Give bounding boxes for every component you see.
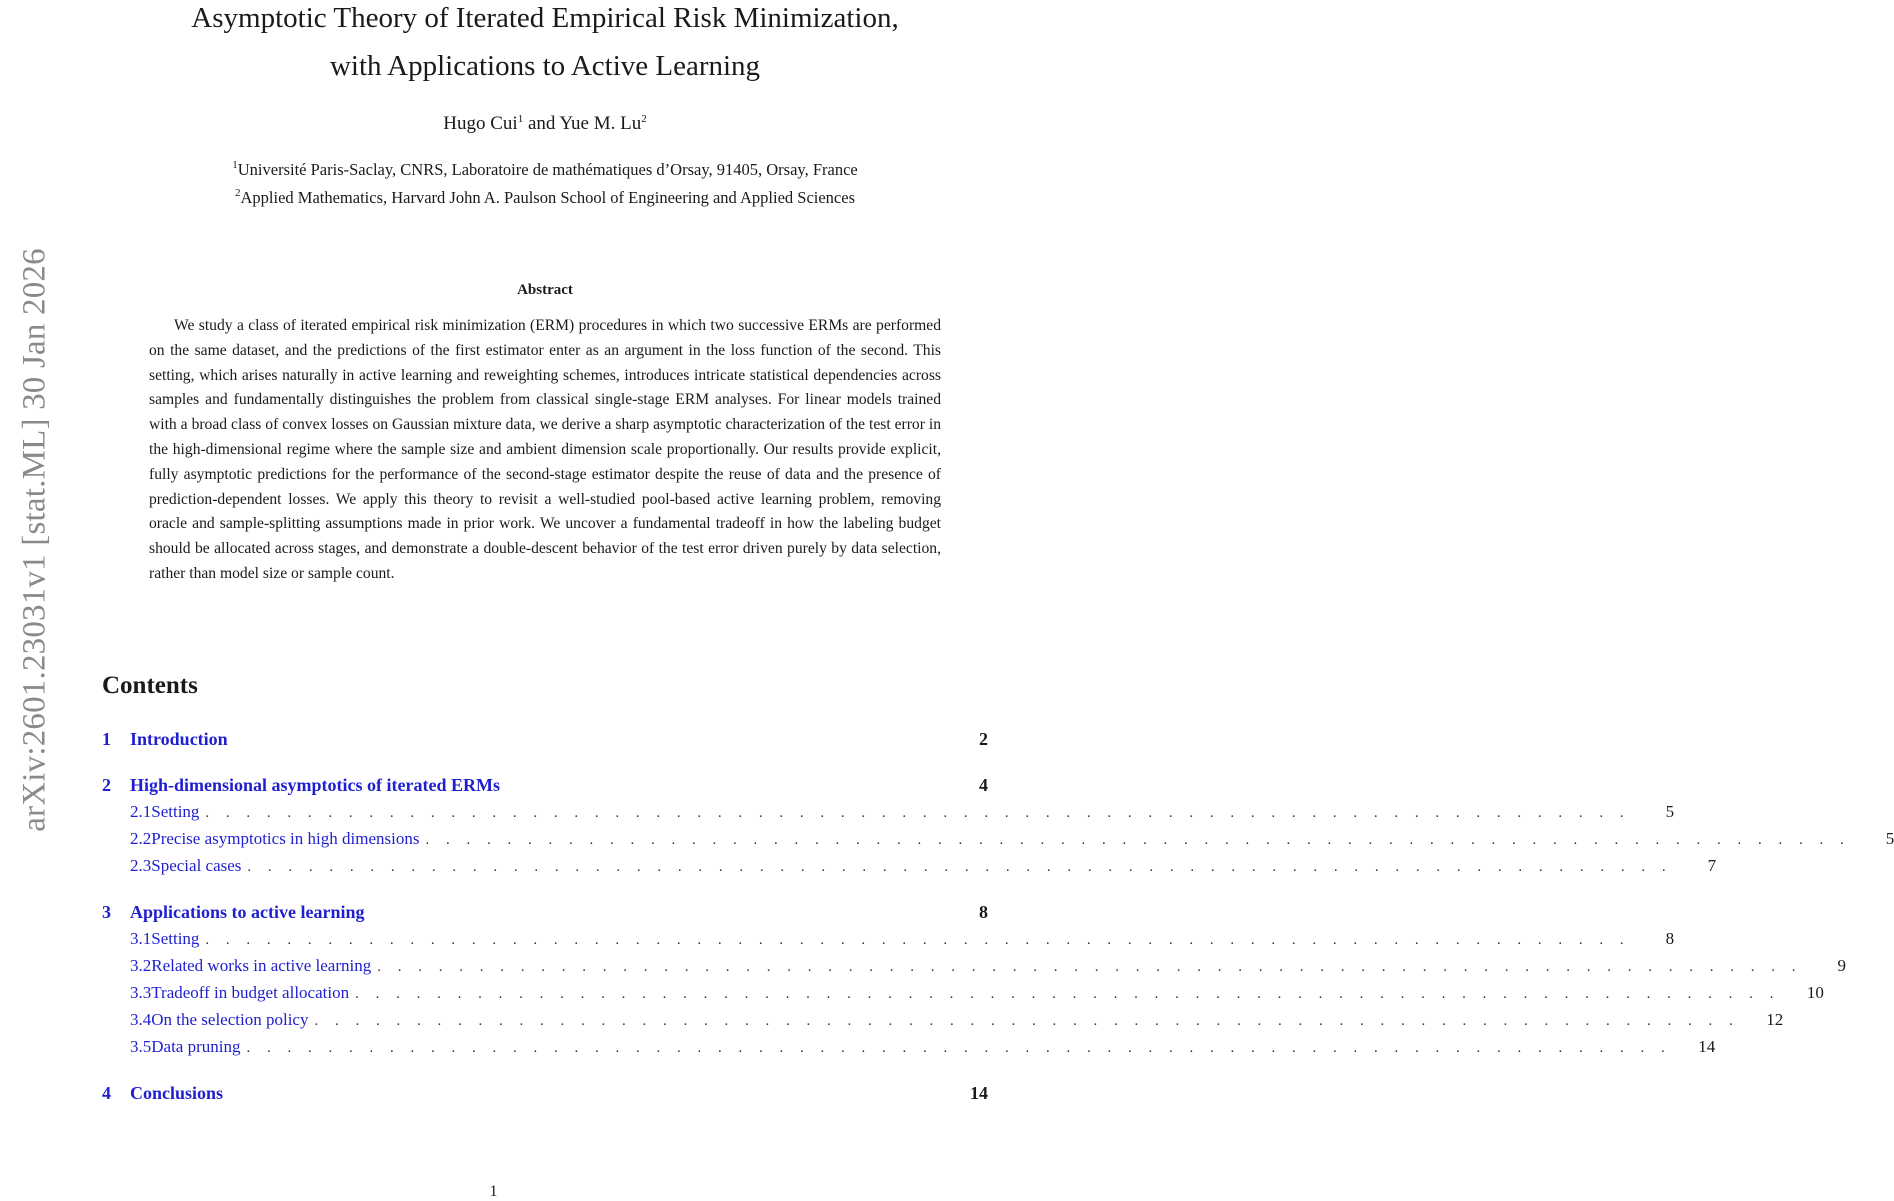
toc-entry-link[interactable]: Related works in active learning [151,956,372,975]
toc-dot-leader: . . . . . . . . . . . . . . . . . . . . . . . . . . . . . . . . . . . . . . . . . . . . . . . . . . . . . . . . . . . . . . . . . . . . . . [205,932,1631,948]
toc-dot-leader: . . . . . . . . . . . . . . . . . . . . . . . . . . . . . . . . . . . . . . . . . . . . . . . . . . . . . . . . . . . . . . . . . . . . . . [247,859,1673,875]
toc-section-entry[interactable] [102,775,988,799]
toc-entry-number[interactable]: 3.3 [130,983,152,1002]
toc-subsection-entry[interactable] [102,856,1717,880]
toc-entry-page: 5 [1665,802,1675,821]
toc-entry-number[interactable]: 3 [102,902,111,922]
toc-entry-page: 14 [970,1083,988,1103]
title-line-2: with Applications to Active Learning [329,50,761,82]
toc-entry-page: 8 [1665,929,1675,948]
affiliation-text: Université Paris-Saclay, CNRS, Laboratoire de mathématiques d’Orsay, 91405, Orsay, France [237,160,858,179]
toc-entry-link[interactable]: Special cases [151,856,242,875]
toc-entry-number[interactable]: 2 [102,775,111,795]
affiliation-1 [100,160,990,180]
toc-entry-link[interactable]: Tradeoff in budget allocation [151,983,350,1002]
toc-subsection-entry[interactable] [102,983,1824,1007]
toc-entry-number[interactable]: 1 [102,729,111,749]
page-number: 1 [489,1183,498,1200]
toc-section-entry[interactable] [102,902,988,926]
toc-entry-number[interactable]: 2.1 [130,802,152,821]
title-line-1: Asymptotic Theory of Iterated Empirical Risk Minimization, [191,2,899,34]
toc-entry-page: 5 [1885,829,1894,848]
toc-entry-number[interactable]: 3.5 [130,1037,152,1056]
toc-entry-page: 7 [1707,856,1717,875]
toc-entry-page: 10 [1806,983,1824,1002]
toc-dot-leader: . . . . . . . . . . . . . . . . . . . . . . . . . . . . . . . . . . . . . . . . . . . . . . . . . . . . . . . . . . . . . . . . . . . . . . [355,986,1780,1002]
affiliation-2 [100,188,990,208]
toc-entry-number[interactable]: 3.1 [130,929,152,948]
toc-entry-link[interactable]: Precise asymptotics in high dimensions [151,829,420,848]
toc-entry-number[interactable]: 2.3 [130,856,152,875]
toc-entry-page: 9 [1837,956,1846,975]
toc-section-entry[interactable] [102,1083,988,1107]
toc-entry-number[interactable]: 3.4 [130,1010,152,1029]
toc-dot-leader: . . . . . . . . . . . . . . . . . . . . . . . . . . . . . . . . . . . . . . . . . . . . . . . . . . . . . . . . . . . . . . . . . . . . . . [205,805,1631,821]
toc-subsection-entry[interactable] [102,802,1675,826]
toc-entry-link[interactable]: Setting [151,802,200,821]
toc-entry-page: 4 [979,775,988,795]
toc-entry-number[interactable]: 2.2 [130,829,152,848]
toc-subsection-entry[interactable] [102,1010,1784,1034]
toc-entry-link[interactable]: High-dimensional asymptotics of iterated ERMs [130,775,500,795]
toc-entry-page: 14 [1698,1037,1716,1056]
toc-entry-page: 8 [979,902,988,922]
toc-subsection-entry[interactable] [102,1037,1716,1061]
toc-subsection-entry[interactable] [102,956,1846,980]
contents-heading: Contents [102,672,198,699]
toc-section-entry[interactable] [102,729,988,753]
toc-entry-link[interactable]: Data pruning [151,1037,241,1056]
author-name: Hugo Cui [443,113,518,134]
toc-entry-link[interactable]: On the selection policy [151,1010,309,1029]
toc-dot-leader: . . . . . . . . . . . . . . . . . . . . . . . . . . . . . . . . . . . . . . . . . . . . . . . . . . . . . . . . . . . . . . . . . . . . . . [314,1013,1740,1029]
author-affil-marker: 2 [641,113,647,125]
toc-entry-page: 12 [1766,1010,1784,1029]
author-name: Yue M. Lu [559,113,642,134]
author-list [100,113,990,135]
author-affil-marker: 1 [517,113,524,125]
arxiv-identifier-text: arXiv:2601.23031v1 [stat.ML] 30 Jan 2026 [16,248,53,832]
toc-entry-link[interactable]: Introduction [130,729,228,749]
affiliation-text: Applied Mathematics, Harvard John A. Paulson School of Engineering and Applied Sciences [240,188,855,207]
toc-subsection-entry[interactable] [102,829,1894,853]
toc-entry-page: 2 [979,729,988,749]
toc-entry-link[interactable]: Applications to active learning [130,902,365,922]
toc-entry-number[interactable]: 4 [102,1083,111,1103]
affiliation-marker: 2 [234,187,241,199]
toc-entry-number[interactable]: 3.2 [130,956,152,975]
toc-entry-link[interactable]: Conclusions [130,1083,224,1103]
author-joiner: and [527,113,556,134]
paper-title [100,0,990,90]
toc-dot-leader: . . . . . . . . . . . . . . . . . . . . . . . . . . . . . . . . . . . . . . . . . . . . . . . . . . . . . . . . . . . . . . . . . . . . . . [377,959,1802,975]
toc-subsection-entry[interactable] [102,929,1675,953]
toc-dot-leader: . . . . . . . . . . . . . . . . . . . . . . . . . . . . . . . . . . . . . . . . . . . . . . . . . . . . . . . . . . . . . . . . . . . . . . [425,832,1851,848]
toc-entry-link[interactable]: Setting [151,929,200,948]
toc-dot-leader: . . . . . . . . . . . . . . . . . . . . . . . . . . . . . . . . . . . . . . . . . . . . . . . . . . . . . . . . . . . . . . . . . . . . . . [246,1040,1672,1056]
abstract-heading: Abstract [517,282,573,298]
affiliation-marker: 1 [232,159,238,171]
abstract-body: We study a class of iterated empirical risk minimization (ERM) procedures in which two successive ERMs are performed on the same dataset, and the predictions of the first estimator enter as an argument in the loss function of the second. This setting, which arises naturally in active learning and reweighting schemes, introduces intricate statistical dependencies across samples and fundamentally distinguishes the problem from classical single-stage ERM analyses. For linear models trained with a broad class of convex losses on Gaussian mixture data, we derive a sharp asymptotic characterization of the test error in the high-dimensional regime where the sample size and ambient dimension scale proportionally. Our results provide explicit, fully asymptotic predictions for the performance of the second-stage estimator despite the reuse of data and the presence of prediction-dependent losses. We apply this theory to revisit a well-studied pool-based active learning problem, removing oracle and sample-splitting assumptions made in prior work. We uncover a fundamental tradeoff in how the labeling budget should be allocated across stages, and demonstrate a double-descent behavior of the test error driven purely by data selection, rather than model size or sample count. [149,317,941,582]
